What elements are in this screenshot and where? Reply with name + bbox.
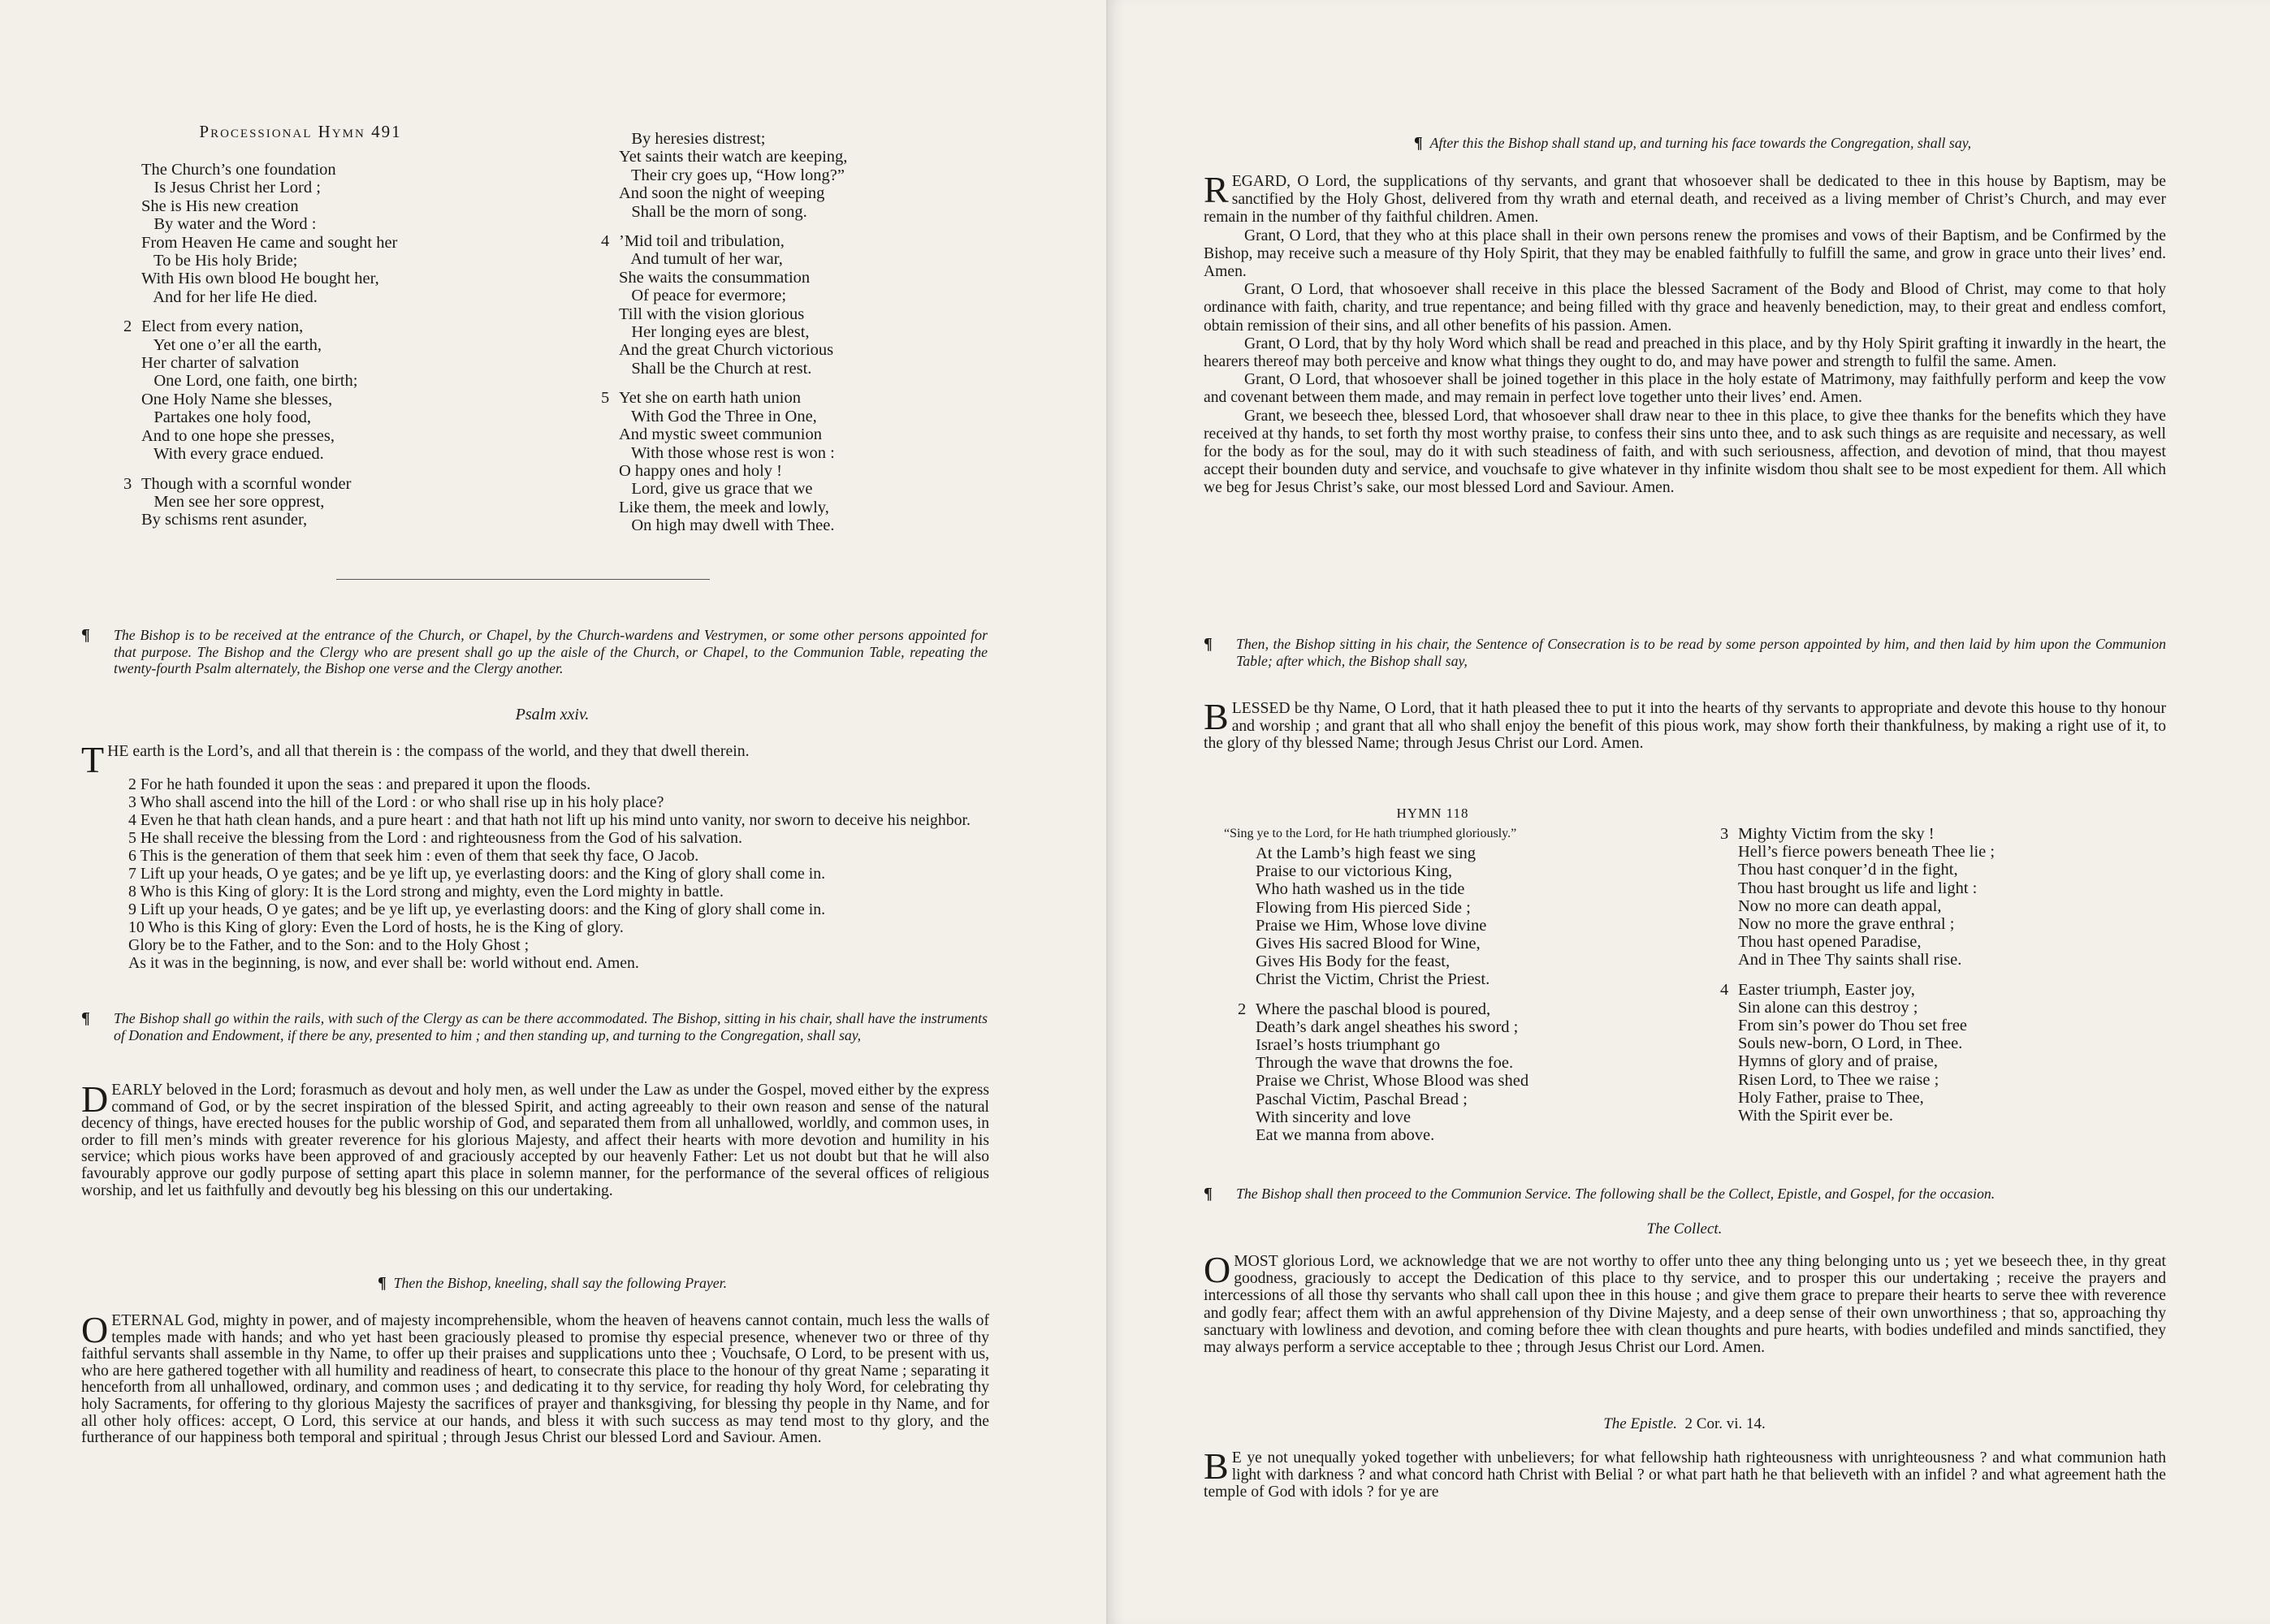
hymn-line bbox=[1238, 899, 1693, 917]
epistle-reference: 2 Cor. vi. 14. bbox=[1684, 1415, 1766, 1432]
dropcap-b: B bbox=[1204, 696, 1229, 737]
hymn-line bbox=[1720, 1034, 2142, 1052]
hymn-line bbox=[601, 425, 958, 443]
left-page bbox=[0, 0, 1106, 1624]
prayer-text: Grant, O Lord, that whosoever shall be joined together in this place in the holy estate of Matrimony, may faithfully perform and keep the vow and covenant between them made, and may remain in perfect love together unto their lives’ end. Amen. bbox=[1204, 371, 2166, 407]
hymn-line-text: Is Jesus Christ her Lord ; bbox=[141, 179, 321, 197]
rubric-within-rails: ¶ The Bishop shall go within the rails, with such of the Clergy as can be there accommodated. The Bishop, sitting in his chair, shall have the instruments of Donation and Endowment, if there be any, presented to him ; and then standing up, and turning to the Congregation, shall say, bbox=[81, 1009, 988, 1043]
hymn-line bbox=[123, 288, 481, 306]
hymn-line-text: Now no more can death appal, bbox=[1738, 896, 1942, 915]
verse-number: 3 bbox=[1720, 825, 1729, 843]
hymn-verse bbox=[601, 389, 958, 534]
hymn-line-text: Easter triumph, Easter joy, bbox=[1738, 980, 1915, 999]
hymn-line-text: And soon the night of weeping bbox=[619, 184, 825, 203]
hymn-line bbox=[1238, 1108, 1693, 1126]
hymn-line bbox=[1720, 879, 2142, 897]
dearly-beloved-address: D EARLY beloved in the Lord; forasmuch as devout and holy men, as well under the Law as under the Gospel, moved either by the express command of God, or by the secret inspiration of the blessed Spirit, and acting agreeably to their own reason and sense of the natural decency of things, have erected houses for the public worship of God, and separated them from all unhallowed, worldly, and common uses, in order to fill men’s minds with greater reverence for his glorious Majesty, and affect their hearts with more devotion and humility in his service; which pious works have been approved of and graciously accepted by our heavenly Father: Let us not doubt but that he will also favourably approve our godly purpose of setting apart this place in solemn manner, for the performance of the several offices of religious worship, and let us faithfully and devoutly beg his blessing on this our undertaking. bbox=[81, 1078, 989, 1199]
hymn-line-text: Their cry goes up, “How long?” bbox=[619, 166, 845, 184]
hymn-line-text: And for her life He died. bbox=[141, 287, 318, 306]
epistle-text: B E ye not unequally yoked together with unbelievers; for what fellowship hath righteousness with unrighteousness ? and what communion hath light with darkness ? and what concord hath Christ with Belial ? or what part hath he that believeth with an infidel ? and what agreement hath the temple of God with idols ? for ye are bbox=[1204, 1445, 2166, 1501]
regard-prayers bbox=[1204, 169, 2166, 498]
hymn-line-text: By heresies distrest; bbox=[619, 130, 766, 148]
psalm-verse: 8 Who is this King of glory: It is the Lord strong and mighty, even the Lord mighty in battle. bbox=[128, 883, 724, 901]
hymn-line-text: Thou hast conquer’d in the fight, bbox=[1738, 861, 1958, 879]
hymn-line bbox=[601, 232, 958, 250]
hymn-line-text: And in Thee Thy saints shall rise. bbox=[1738, 951, 1962, 970]
psalm-xxiv bbox=[81, 739, 989, 972]
hymn-line-text: Her charter of salvation bbox=[141, 354, 300, 373]
hymn-verse bbox=[123, 475, 481, 529]
hymn-line bbox=[601, 516, 958, 534]
psalm-verse: 3 Who shall ascend into the hill of the Lord : or who shall rise up in his holy place? bbox=[128, 793, 664, 811]
hymn-line-text: And to one hope she presses, bbox=[141, 426, 335, 445]
hymn-line-text: Risen Lord, to Thee we raise ; bbox=[1738, 1070, 1939, 1089]
hymn-line-text: With every grace endued. bbox=[141, 445, 324, 464]
prayer-text: Grant, O Lord, that they who at this place shall in their own persons renew the promises and vows of their Baptism, and be Confirmed by the Bishop, may receive such a measure of thy Holy Spirit, that they may be enabled faithfully to fulfill the same, and grow in grace unto their lives’ end. Amen. bbox=[1204, 227, 2166, 281]
pilcrow-icon: ¶ bbox=[81, 626, 90, 644]
hymn-line-text: Partakes one holy food, bbox=[141, 408, 311, 427]
hymn-line bbox=[1720, 915, 2142, 933]
hymn-line-text: Where the paschal blood is poured, bbox=[1256, 1000, 1491, 1018]
pilcrow-icon: ¶ bbox=[1204, 1185, 1213, 1203]
hymn-verse bbox=[1238, 1000, 1693, 1145]
hymn-line bbox=[123, 511, 481, 529]
psalm-verse: 2 For he hath founded it upon the seas : and prepared it upon the floods. bbox=[128, 775, 591, 793]
hymn-line-text: On high may dwell with Thee. bbox=[619, 516, 835, 535]
pilcrow-icon: ¶ bbox=[377, 1274, 387, 1292]
hymn-118-col2 bbox=[1720, 825, 2142, 1136]
hymn-line bbox=[601, 250, 958, 268]
hymn-line-text: Lord, give us grace that we bbox=[619, 480, 813, 499]
hymn-line bbox=[601, 499, 958, 516]
pilcrow-icon: ¶ bbox=[1413, 134, 1423, 152]
hymn-line bbox=[123, 408, 481, 426]
hymn-line bbox=[123, 391, 481, 408]
hymn-line-text: Israel’s hosts triumphant go bbox=[1256, 1036, 1441, 1055]
verse-number: 2 bbox=[123, 317, 132, 336]
hymn-line-text: Like them, the meek and lowly, bbox=[619, 498, 829, 516]
right-page bbox=[1106, 0, 2270, 1624]
hymn-line-text: Elect from every nation, bbox=[141, 317, 304, 336]
hymn-line-text: From sin’s power do Thou set free bbox=[1738, 1017, 1968, 1035]
hymn-line bbox=[601, 389, 958, 407]
hymn-line bbox=[601, 360, 958, 378]
hymn-line-text: Yet one o’er all the earth, bbox=[141, 335, 322, 354]
hymn-line-text: And mystic sweet communion bbox=[619, 425, 822, 444]
hymn-line bbox=[601, 305, 958, 323]
hymn-line bbox=[1720, 843, 2142, 861]
hymn-line bbox=[1720, 1052, 2142, 1070]
hymn-line-text: By water and the Word : bbox=[141, 215, 317, 234]
hymn-line-text: Sin alone can this destroy ; bbox=[1738, 998, 1918, 1017]
hymn-line-text: With the Spirit ever be. bbox=[1738, 1107, 1894, 1125]
psalm-verse-1: HE earth is the Lord’s, and all that therein is : the compass of the world, and they that dwell therein. bbox=[107, 742, 750, 760]
hymn-line bbox=[1720, 999, 2142, 1017]
hymn-line-text: Shall be the Church at rest. bbox=[619, 359, 812, 378]
hymn-line bbox=[601, 148, 958, 166]
hymn-line bbox=[123, 161, 481, 179]
psalm-verse: 9 Lift up your heads, O ye gates; and be ye lift up, ye everlasting doors: and the King of glory shall come in. bbox=[128, 901, 826, 918]
hymn-verse bbox=[1238, 844, 1693, 989]
hymn-line-text: And tumult of her war, bbox=[619, 250, 783, 269]
hymn-line bbox=[1238, 1000, 1693, 1018]
psalm-verse: 4 Even he that hath clean hands, and a pure heart : and that hath not lift up his mind unto vanity, nor sworn to deceive his neighbor. bbox=[128, 811, 971, 829]
hymn-line bbox=[123, 336, 481, 354]
hymn-line-text: Eat we manna from above. bbox=[1256, 1126, 1435, 1145]
dropcap-o: O bbox=[1204, 1249, 1231, 1290]
hymn-line bbox=[1720, 861, 2142, 879]
hymn-118-epigraph: “Sing ye to the Lord, for He hath triumphed gloriously.” bbox=[1224, 827, 1517, 840]
hymn-line-text: Praise we Him, Whose love divine bbox=[1256, 916, 1487, 935]
verse-number: 2 bbox=[1238, 1000, 1247, 1018]
hymn-line-text: Hell’s fierce powers beneath Thee lie ; bbox=[1738, 843, 1995, 862]
hymn-line-text: To be His holy Bride; bbox=[141, 252, 298, 270]
hymn-line-text: Christ the Victim, Christ the Priest. bbox=[1256, 970, 1490, 989]
psalm-verse: 10 Who is this King of glory: Even the Lord of hosts, he is the King of glory. bbox=[128, 918, 624, 936]
psalm-verse: Glory be to the Father, and to the Son: and to the Holy Ghost ; bbox=[128, 936, 530, 954]
hymn-line bbox=[601, 444, 958, 462]
prayer-text: Grant, we beseech thee, blessed Lord, that whosoever shall draw near to thee in this place, to give thee thanks for the benefits which they have received at thy hands, to set forth thy most worthy praise, to confess their sins unto thee, and to ask such things as are requisite and necessary, as well for the body as for the soul, may do it with such steadiness of faith, and with such seriousness, affection, and devotion of mind, that thou mayest accept their bounden duty and service, and vouchsafe to give whatever in thy infinite wisdom thou shalt see to be most expedient for them. All which we beg for Jesus Christ’s sake, our most blessed Lord and Saviour. Amen. bbox=[1204, 407, 2166, 497]
dropcap-o: O bbox=[81, 1309, 109, 1350]
hymn-line bbox=[1720, 933, 2142, 951]
hymn-line bbox=[123, 179, 481, 197]
hymn-line-text: One Holy Name she blesses, bbox=[141, 390, 333, 408]
hymn-line-text: From Heaven He came and sought her bbox=[141, 233, 398, 252]
prayer-paragraph bbox=[1204, 281, 2166, 335]
hymn-verse bbox=[601, 232, 958, 378]
hymn-line-text: At the Lamb’s high feast we sing bbox=[1256, 844, 1477, 862]
verse-number: 4 bbox=[1720, 980, 1729, 999]
hymn-line bbox=[601, 462, 958, 480]
psalm-verse: 7 Lift up your heads, O ye gates; and be ye lift up, ye everlasting doors: and the King of glory shall come in. bbox=[128, 865, 826, 883]
hymn-line-text: Gives His Body for the feast, bbox=[1256, 952, 1451, 971]
hymn-line bbox=[1720, 1089, 2142, 1107]
hymn-line-text: Till with the vision glorious bbox=[619, 304, 805, 323]
hymn-line bbox=[123, 445, 481, 463]
collect-text: O MOST glorious Lord, we acknowledge that we are not worthy to offer unto thee any thing belonging unto us ; yet we beseech thee, in thy great goodness, graciously to accept the Dedication of this place to thy service, and to prosper this our undertaking ; receive the prayers and intercessions of all those thy servants who shall call upon thee in this house ; and give them grace to prepare their hearts to serve thee with reverence and godly fear; affect them with an awful apprehension of thy Divine Majesty, and a deep sense of their own unworthiness ; that so, approaching thy sanctuary with lowliness and devotion, and coming before thee with clean thoughts and pure hearts, with bodies undefiled and minds sanctified, they may always perform a service acceptable to thee ; through Jesus Christ our Lord. Amen. bbox=[1204, 1249, 2166, 1357]
hymn-line bbox=[601, 480, 958, 498]
psalm-verse: 6 This is the generation of them that seek him : even of them that seek thy face, O Jacob. bbox=[128, 847, 699, 865]
collect-title: The Collect. bbox=[1646, 1220, 1723, 1237]
hymn-line-text: And the great Church victorious bbox=[619, 341, 834, 360]
hymn-line bbox=[1720, 897, 2142, 915]
hymn-line-text: Yet saints their watch are keeping, bbox=[619, 148, 848, 166]
hymn-line bbox=[1238, 1018, 1693, 1036]
pilcrow-icon: ¶ bbox=[81, 1009, 90, 1027]
psalm-verse: 5 He shall receive the blessing from the Lord : and righteousness from the God of his salvation. bbox=[128, 829, 742, 847]
hymn-line-text: Souls new-born, O Lord, in Thee. bbox=[1738, 1034, 1963, 1053]
hymn-line-text: Death’s dark angel sheathes his sword ; bbox=[1256, 1017, 1519, 1036]
prayer-paragraph bbox=[1204, 335, 2166, 371]
hymn-line bbox=[601, 184, 958, 202]
dropcap-b: B bbox=[1204, 1445, 1229, 1487]
hymn-verse bbox=[1720, 825, 2142, 970]
hymn-line-text: By schisms rent asunder, bbox=[141, 511, 308, 529]
hymn-line bbox=[123, 493, 481, 511]
epistle-heading bbox=[1473, 1415, 1896, 1433]
verse-number: 3 bbox=[123, 474, 132, 493]
hymn-line bbox=[1238, 970, 1693, 988]
hymn-line bbox=[1238, 1126, 1693, 1144]
hymn-line-text: Of peace for evermore; bbox=[619, 287, 787, 305]
processional-hymn-col2 bbox=[601, 130, 958, 546]
hymn-line-text: One Lord, one faith, one birth; bbox=[141, 372, 358, 391]
pilcrow-icon: ¶ bbox=[1204, 635, 1213, 653]
hymn-line bbox=[123, 372, 481, 390]
hymn-line bbox=[123, 317, 481, 335]
hymn-line bbox=[123, 252, 481, 270]
hymn-line bbox=[1238, 1054, 1693, 1072]
hymn-verse bbox=[123, 161, 481, 306]
hymn-line bbox=[123, 234, 481, 252]
hymn-line bbox=[123, 215, 481, 233]
hymn-line bbox=[601, 287, 958, 304]
divider-rule bbox=[336, 579, 710, 580]
dropcap-t: T bbox=[81, 739, 105, 780]
eternal-god-prayer: O ETERNAL God, mighty in power, and of majesty incomprehensible, whom the heaven of heavens cannot contain, much less the walls of temples made with hands; and who yet hast been graciously pleased to promise thy especial presence, whenever two or three of thy faithful servants shall assemble in thy Name, to offer up their praises and supplications unto thee ; Vouchsafe, O Lord, to be present with us, who are here gathered together with all humility and readiness of heart, to consecrate this place to the honour of thy great Name ; separating it henceforth from all unhallowed, ordinary, and common uses ; and dedicating it to thy service, for reading thy holy Word, for celebrating thy holy Sacraments, for offering to thy glorious Majesty the sacrifices of prayer and thanksgiving, for blessing thy people in thy Name, and for all other holy offices: accept, O Lord, this service at our hands, and bless it with such success as may tend most to thy glory, and the furtherance of our happiness both temporal and spiritual ; through Jesus Christ our blessed Lord and Saviour. Amen. bbox=[81, 1309, 989, 1447]
rubric-communion-service: ¶ The Bishop shall then proceed to the Communion Service. The following shall be the Collect, Epistle, and Gospel, for the occasion. bbox=[1204, 1185, 1995, 1203]
prayer-text: EGARD, O Lord, the supplications of thy servants, and grant that whosoever shall be dedicated to thee in this house by Baptism, may be sanctified by the Holy Ghost, delivered from thy wrath and eternal death, and received as a living member of Christ’s Church, and may ever remain in the number of thy faithful children. Amen. bbox=[1204, 173, 2166, 227]
hymn-verse bbox=[123, 317, 481, 463]
hymn-line-text: Gives His sacred Blood for Wine, bbox=[1256, 935, 1481, 953]
hymn-line bbox=[1720, 1017, 2142, 1034]
prayer-paragraph bbox=[1204, 169, 2166, 227]
hymn-line bbox=[123, 197, 481, 215]
hymn-line bbox=[1238, 880, 1693, 898]
hymn-118-title: HYMN 118 bbox=[1396, 806, 1469, 821]
hymn-line bbox=[1720, 825, 2142, 843]
hymn-line bbox=[601, 130, 958, 148]
hymn-line bbox=[1238, 1036, 1693, 1054]
rubric-after-this: ¶ After this the Bishop shall stand up, and turning his face towards the Congregation, shall say, bbox=[1413, 134, 1972, 152]
hymn-line bbox=[1238, 1091, 1693, 1108]
hymn-line bbox=[1720, 1071, 2142, 1089]
verse-number: 5 bbox=[601, 389, 610, 408]
hymn-line-text: She is His new creation bbox=[141, 197, 299, 215]
hymn-line-text: Who hath washed us in the tide bbox=[1256, 880, 1465, 899]
dropcap-r: R bbox=[1204, 169, 1229, 210]
hymn-line bbox=[601, 203, 958, 221]
dropcap-d: D bbox=[81, 1078, 109, 1120]
hymn-line-text: Thou hast brought us life and light : bbox=[1738, 879, 1978, 897]
hymn-118-col1 bbox=[1238, 844, 1693, 1155]
blessed-be-thy-name: B LESSED be thy Name, O Lord, that it hath pleased thee to put it into the hearts of thy servants to appropriate and devote this house to thy honour and worship ; and grant that all who shall enjoy the benefit of this pious work, may show forth their thankfulness, by making a right use of it, to the glory of thy blessed Name; through Jesus Christ our Lord. Amen. bbox=[1204, 696, 2166, 752]
psalm-verses bbox=[73, 775, 989, 972]
hymn-line-text: The Church’s one foundation bbox=[141, 161, 336, 179]
prayer-text: Grant, O Lord, that by thy holy Word which shall be read and preached in this place, and by thy Holy Spirit grafting it inwardly in the heart, the hearers thereof may both perceive and know what things they ought to do, and may have power and strength to fulfil the same. Amen. bbox=[1204, 335, 2166, 371]
epistle-title: The Epistle. bbox=[1603, 1415, 1678, 1432]
hymn-line-text: Shall be the morn of song. bbox=[619, 202, 807, 221]
psalm-verse: As it was in the beginning, is now, and ever shall be: world without end. Amen. bbox=[128, 954, 639, 972]
hymn-line-text: Praise we Christ, Whose Blood was shed bbox=[1256, 1072, 1529, 1091]
hymn-line-text: Mighty Victim from the sky ! bbox=[1738, 825, 1935, 843]
hymn-line bbox=[601, 166, 958, 184]
hymn-line-text: With those whose rest is won : bbox=[619, 443, 835, 462]
prayer-text: Grant, O Lord, that whosoever shall receive in this place the blessed Sacrament of the Body and Blood of Christ, may come to that holy ordinance with faith, charity, and true repentance; and being filled with thy grace and heavenly benediction, may, to their great and endless comfort, obtain remission of their sins, and all other benefits of his passion. Amen. bbox=[1204, 281, 2166, 335]
hymn-line bbox=[1720, 981, 2142, 999]
hymn-line-text: Now no more the grave enthral ; bbox=[1738, 915, 1955, 934]
hymn-line bbox=[1238, 935, 1693, 952]
hymn-line-text: Hymns of glory and of praise, bbox=[1738, 1052, 1938, 1071]
hymn-verse bbox=[1720, 981, 2142, 1125]
hymn-line bbox=[1720, 1107, 2142, 1125]
psalm-title: Psalm xxiv. bbox=[515, 706, 590, 723]
hymn-line-text: Through the wave that drowns the foe. bbox=[1256, 1054, 1514, 1073]
hymn-line bbox=[601, 323, 958, 341]
prayer-paragraph bbox=[1204, 408, 2166, 498]
hymn-line-text: With sincerity and love bbox=[1256, 1108, 1412, 1126]
prayer-paragraph bbox=[1204, 227, 2166, 282]
hymn-line bbox=[1238, 844, 1693, 862]
hymn-line-text: Men see her sore opprest, bbox=[141, 492, 325, 511]
hymn-line-text: Though with a scornful wonder bbox=[141, 474, 352, 493]
hymn-line-text: With God the Three in One, bbox=[619, 407, 817, 425]
hymn-line-text: Flowing from His pierced Side ; bbox=[1256, 898, 1471, 917]
processional-hymn-title: Processional Hymn 491 bbox=[199, 122, 402, 141]
processional-hymn-col1 bbox=[123, 161, 481, 541]
hymn-line bbox=[123, 475, 481, 493]
hymn-line bbox=[123, 427, 481, 445]
hymn-line-text: Paschal Victim, Paschal Bread ; bbox=[1256, 1090, 1468, 1108]
verse-number: 4 bbox=[601, 232, 610, 251]
hymn-line bbox=[601, 408, 958, 425]
hymn-line bbox=[1238, 917, 1693, 935]
hymn-line bbox=[123, 270, 481, 287]
hymn-verse bbox=[601, 130, 958, 221]
hymn-line bbox=[123, 354, 481, 372]
hymn-line bbox=[1720, 951, 2142, 969]
hymn-line-text: Her longing eyes are blest, bbox=[619, 323, 810, 342]
hymn-line bbox=[601, 269, 958, 287]
hymn-line-text: Yet she on earth hath union bbox=[619, 389, 801, 408]
hymn-line-text: Praise to our victorious King, bbox=[1256, 862, 1452, 881]
hymn-line-text: O happy ones and holy ! bbox=[619, 461, 782, 480]
rubric-reception: ¶ The Bishop is to be received at the entrance of the Church, or Chapel, by the Church-wardens and Vestrymen, or some other persons appointed for that purpose. The Bishop and the Clergy who are present shall go up the aisle of the Church, or Chapel, to the Communion Table, repeating the twenty-fourth Psalm alternately, the Bishop one verse and the Clergy another. bbox=[81, 626, 988, 676]
rubric-kneeling: ¶ Then the Bishop, kneeling, shall say the following Prayer. bbox=[377, 1274, 728, 1292]
hymn-line-text: Thou hast opened Paradise, bbox=[1738, 933, 1922, 952]
rubric-consecration: ¶ Then, the Bishop sitting in his chair, the Sentence of Consecration is to be read by some person appointed by him, and then laid by him upon the Communion Table; after which, the Bishop shall say, bbox=[1204, 635, 2166, 669]
prayer-paragraph bbox=[1204, 371, 2166, 407]
hymn-line-text: She waits the consummation bbox=[619, 268, 811, 287]
hymn-line bbox=[1238, 1072, 1693, 1090]
hymn-line bbox=[1238, 862, 1693, 880]
hymn-line-text: With His own blood He bought her, bbox=[141, 270, 379, 288]
hymn-line bbox=[1238, 952, 1693, 970]
hymn-line-text: Holy Father, praise to Thee, bbox=[1738, 1088, 1924, 1107]
hymn-line bbox=[601, 341, 958, 359]
hymn-line-text: ’Mid toil and tribulation, bbox=[619, 232, 785, 251]
